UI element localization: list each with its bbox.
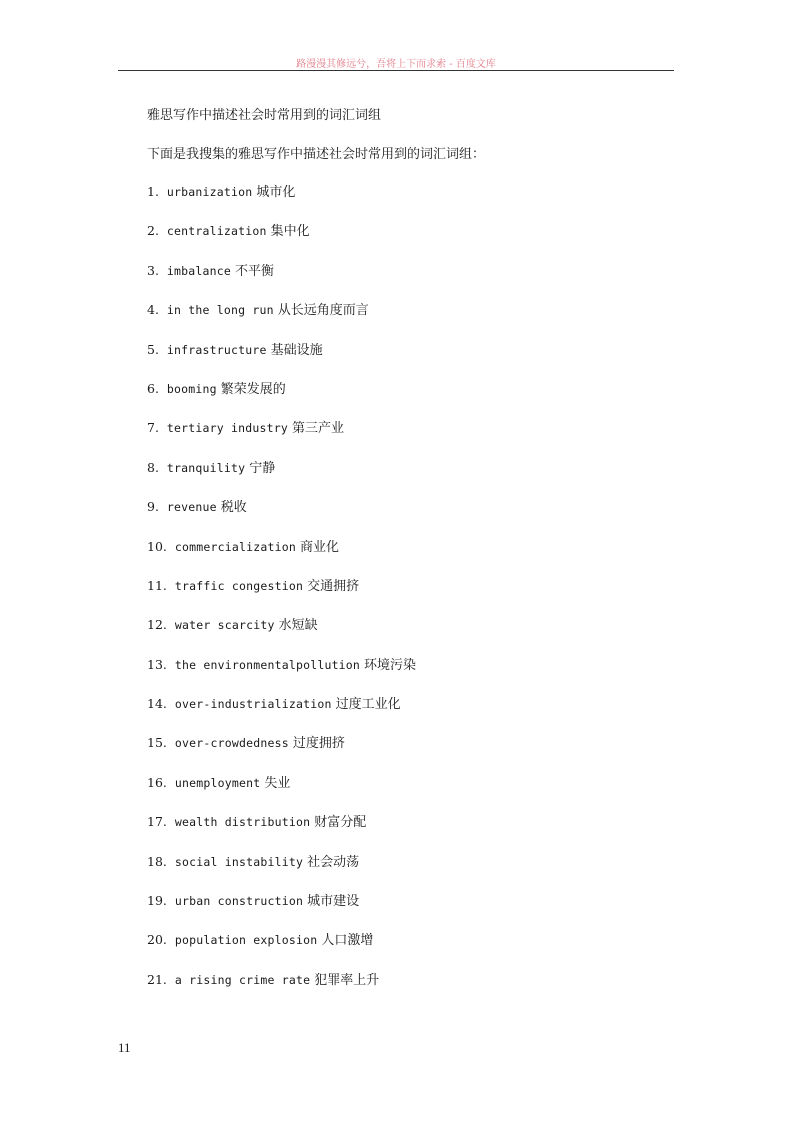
chinese-translation: 过度拥挤: [292, 736, 345, 752]
item-number: 21.: [147, 971, 167, 987]
item-number: 11.: [147, 577, 167, 593]
item-number: 6.: [147, 380, 159, 396]
english-term: a rising crime rate: [174, 972, 311, 987]
chinese-translation: 失业: [264, 775, 291, 791]
english-term: social instability: [174, 854, 304, 869]
chinese-translation: 商业化: [299, 539, 339, 555]
item-number: 8.: [147, 459, 159, 475]
item-number: 1.: [147, 184, 159, 199]
list-item: [147, 221, 416, 260]
intro-paragraph: 下面是我搜集的雅思写作中描述社会时常用到的词汇词组：: [147, 147, 486, 162]
list-item: [147, 733, 416, 772]
list-item: [147, 852, 416, 891]
english-term: in the long run: [166, 303, 274, 318]
english-term: urbanization: [166, 185, 253, 199]
english-term: over-industrialization: [174, 697, 332, 712]
list-item: [147, 261, 416, 300]
chinese-translation: 犯罪率上升: [314, 972, 380, 988]
chinese-translation: 过度工业化: [335, 697, 401, 713]
english-term: urban construction: [174, 894, 304, 909]
chinese-translation: 环境污染: [364, 657, 417, 673]
list-item: [147, 418, 416, 457]
list-item: [147, 970, 416, 1009]
english-term: commercialization: [174, 539, 296, 554]
chinese-translation: 城市建设: [307, 894, 360, 910]
list-item: [147, 182, 416, 221]
list-item: [147, 891, 416, 930]
english-term: over-crowdedness: [174, 736, 289, 751]
vocabulary-list: [147, 182, 416, 1009]
item-number: 15.: [147, 735, 167, 751]
list-item: [147, 930, 416, 969]
chinese-translation: 社会动荡: [307, 854, 360, 870]
chinese-translation: 财富分配: [314, 815, 367, 831]
english-term: traffic congestion: [174, 578, 304, 593]
english-term: tranquility: [166, 460, 246, 475]
english-term: centralization: [166, 224, 267, 239]
list-item: [147, 379, 416, 418]
english-term: infrastructure: [166, 342, 267, 357]
list-item: [147, 655, 416, 694]
english-term: wealth distribution: [174, 815, 311, 830]
english-term: booming: [166, 381, 217, 396]
page-number: 11: [118, 1040, 131, 1055]
chinese-translation: 税收: [220, 500, 247, 516]
item-number: 13.: [147, 656, 167, 672]
chinese-translation: 从长远角度而言: [277, 303, 369, 319]
item-number: 7.: [147, 420, 159, 436]
chinese-translation: 宁静: [249, 460, 276, 476]
chinese-translation: 人口激增: [321, 933, 374, 949]
chinese-translation: 交通拥挤: [307, 578, 360, 594]
item-number: 17.: [147, 814, 167, 830]
item-number: 20.: [147, 932, 167, 948]
header-divider: [118, 70, 674, 71]
english-term: population explosion: [174, 933, 318, 948]
chinese-translation: 基础设施: [270, 342, 323, 358]
list-item: [147, 340, 416, 379]
list-item: [147, 615, 416, 654]
document-title: 雅思写作中描述社会时常用到的词汇词组: [147, 108, 382, 123]
list-item: [147, 773, 416, 812]
item-number: 18.: [147, 853, 167, 869]
item-number: 9.: [147, 499, 159, 515]
english-term: the environmentalpollution: [174, 657, 361, 672]
list-item: [147, 576, 416, 615]
item-number: 3.: [147, 262, 159, 278]
item-number: 14.: [147, 696, 167, 712]
item-number: 16.: [147, 774, 167, 790]
chinese-translation: 集中化: [270, 224, 310, 240]
english-term: unemployment: [174, 775, 261, 790]
item-number: 2.: [147, 223, 159, 239]
chinese-translation: 水短缺: [278, 618, 318, 634]
list-item: [147, 694, 416, 733]
list-item: [147, 497, 416, 536]
chinese-translation: 不平衡: [235, 263, 275, 279]
english-term: revenue: [166, 500, 217, 515]
page-header: 路漫漫其修远兮，吾将上下而求索 - 百度文库: [296, 59, 496, 70]
item-number: 19.: [147, 893, 167, 909]
list-item: [147, 458, 416, 497]
item-number: 5.: [147, 341, 159, 357]
chinese-translation: 城市化: [256, 185, 296, 200]
english-term: tertiary industry: [166, 421, 288, 436]
chinese-translation: 繁荣发展的: [220, 381, 286, 397]
list-item: [147, 812, 416, 851]
chinese-translation: 第三产业: [291, 421, 344, 437]
english-term: water scarcity: [174, 618, 275, 633]
item-number: 12.: [147, 617, 167, 633]
item-number: 4.: [147, 302, 159, 318]
list-item: [147, 537, 416, 576]
item-number: 10.: [147, 538, 167, 554]
list-item: [147, 300, 416, 339]
english-term: imbalance: [166, 263, 232, 278]
